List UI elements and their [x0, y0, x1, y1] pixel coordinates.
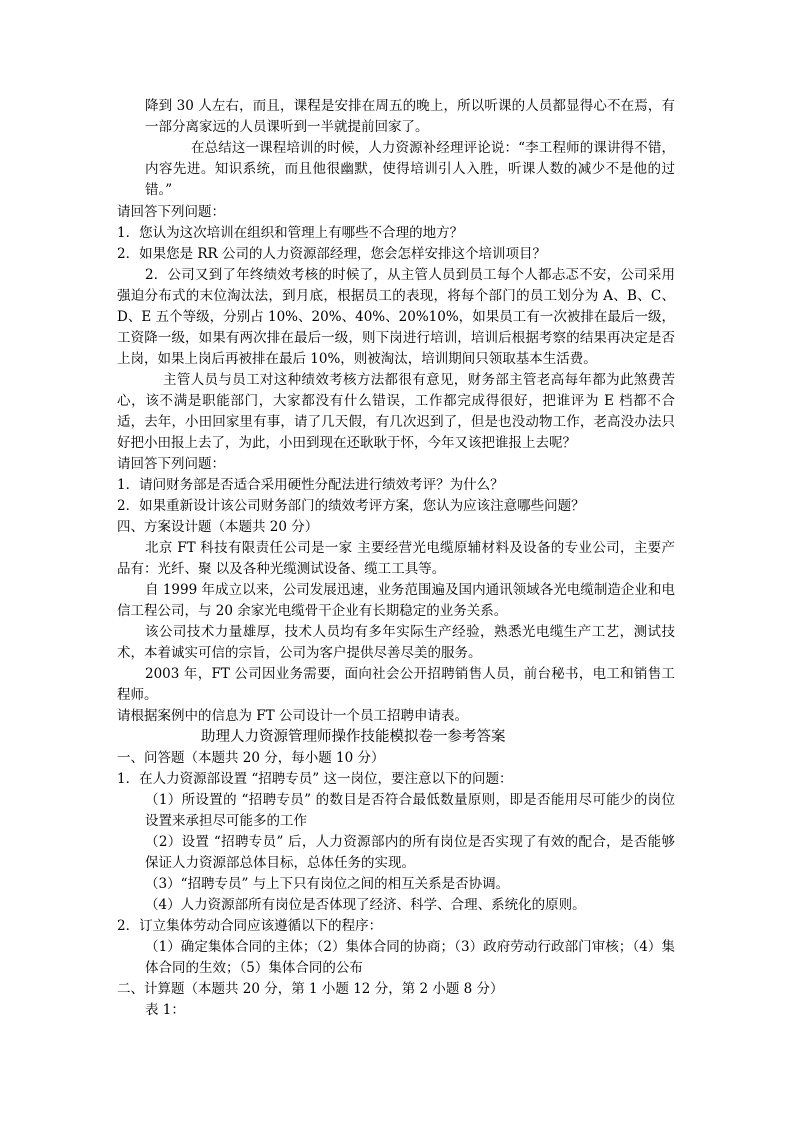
- paragraph-class-attendance: 降到 30 人左右，而且，课程是安排在周五的晚上，所以听课的人员都显得心不在焉，有一部分离家远的人员课听到一半就提前回家了。: [145, 98, 675, 135]
- question-2-2: 2．如果重新设计该公司财务部门的绩效考评方案，您认为应该注意哪些问题？: [117, 498, 585, 514]
- paragraph-manager-comment: 在总结这一课程培训的时候，人力资源补经理评论说：“李工程师的课讲得不错，内容先进。知识系统，而且他很幽默，使得培训引人入胜，听课人数的减少不是他的过错。”: [145, 140, 675, 198]
- design-task: 请根据案例中的信息为 FT 公司设计一个员工招聘申请表。: [117, 708, 468, 724]
- answer-key-title: 助理人力资源管理师操作技能模拟卷一参考答案: [201, 729, 506, 745]
- question-prompt-1: 请回答下列问题：: [117, 204, 225, 220]
- answer-1-point-2: （2）设置 “招聘专员” 后，人力资源部内的所有岗位是否实现了有效的配合，是否能够保证人力资源部总体目标，总体任务的实现。: [145, 834, 675, 871]
- answer-2-steps: （1）确定集体合同的主体；（2）集体合同的协商；（3）政府劳动行政部门审核；（4）集体合同的生效；（5）集体合同的公布: [145, 939, 675, 976]
- section-two-heading: 二、计算题（本题共 20 分，第 1 小题 12 分，第 2 小题 8 分）: [117, 981, 504, 997]
- answer-1-intro: 1．在人力资源部设置 “招聘专员” 这一岗位，要注意以下的问题：: [117, 771, 513, 787]
- question-1-2: 2．如果您是 RR 公司的人力资源部经理，您会怎样安排这个培训项目？: [117, 246, 546, 262]
- case-performance-review: 2．公司又到了年终绩效考核的时候了，从主管人员到员工每个人都忐忑不安，公司采用强迫分布式的末位淘汰法，到月底，根据员工的表现，将每个部门的员工划分为 A、B、C、D、E 五个等级，分别占 10%、20%、40%、20%10%，如果员工有一次被排在最后一级，工资降一级，如果有两次排在最后一级，则下岗进行培训，培训后根据考察的结果再决定是否上岗，如果上岗后再被排在最后 10%，则被淘汰，培训期间只领取基本生活费。: [117, 267, 675, 367]
- answer-1-point-3: （3）“招聘专员” 与上下只有岗位之间的相互关系是否协调。: [145, 876, 510, 892]
- answer-2-intro: 2．订立集体劳动合同应该遵循以下的程序：: [117, 918, 383, 934]
- section-one-heading: 一、问答题（本题共 20 分，每小题 10 分）: [117, 750, 385, 766]
- case-finance-department: 主管人员与员工对这种绩效考核方法都很有意见，财务部主管老高每年都为此煞费苦心，该不满是职能部门，大家都没有什么错误，工作都完成得很好，把谁评为 E 档都不合适，去年，小田回家里有事，请了几天假，有几次迟到了，但是也没动物工作，老高没办法只好把小田报上去了，为此，小田到现在还耿耿于怀，今年又该把谁报上去呢？: [117, 372, 675, 451]
- company-intro: 北京 FT 科技有限责任公司是一家 主要经营光电缆原辅材料及设备的专业公司，主要产品有：光纤、聚 以及各种光缆测试设备、缆工工具等。: [117, 540, 675, 577]
- answer-1-point-4: （4）人力资源部所有岗位是否体现了经济、科学、合理、系统化的原则。: [145, 897, 586, 913]
- company-technology: 该公司技术力量雄厚，技术人员均有多年实际生产经验，熟悉光电缆生产工艺，测试技术，本着诚实可信的宗旨，公司为客户提供尽善尽美的服务。: [117, 624, 675, 661]
- question-prompt-2: 请回答下列问题：: [117, 456, 225, 472]
- question-1-1: 1．您认为这次培训在组织和管理上有哪些不合理的地方？: [117, 225, 464, 241]
- answer-1-point-1: （1）所设置的 “招聘专员” 的数目是否符合最低数量原则，即是否能用尽可能少的岗位设置来承担尽可能多的工作: [145, 792, 675, 829]
- section-four-heading: 四、方案设计题（本题共 20 分）: [117, 519, 319, 535]
- recruitment-need: 2003 年，FT 公司因业务需要，面向社会公开招聘销售人员，前台秘书，电工和销售工程师。: [117, 666, 675, 703]
- table-1-label: 表 1：: [145, 1002, 185, 1018]
- company-history: 自 1999 年成立以来，公司发展迅速，业务范围遍及国内通讯领域各光电缆制造企业和电信工程公司，与 20 余家光电缆骨干企业有长期稳定的业务关系。: [117, 582, 675, 619]
- question-2-1: 1．请问财务部是否适合采用硬性分配法进行绩效考评？为什么？: [117, 477, 504, 493]
